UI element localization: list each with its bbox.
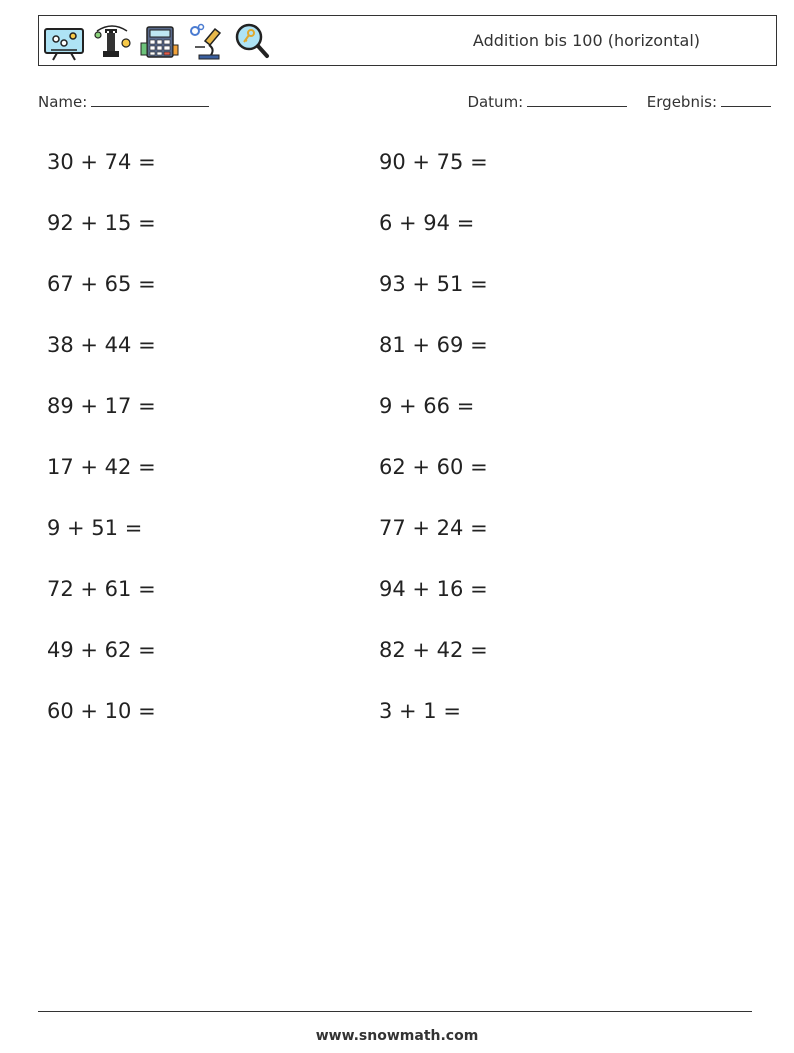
- problem-right-1: 90 + 75 =: [379, 150, 488, 174]
- date-blank-line[interactable]: [527, 92, 627, 107]
- date-label: Datum:: [467, 93, 524, 111]
- problem-right-9: 82 + 42 =: [379, 638, 488, 662]
- problem-right-6: 62 + 60 =: [379, 455, 488, 479]
- problem-right-5: 9 + 66 =: [379, 394, 475, 418]
- problem-right-3: 93 + 51 =: [379, 272, 488, 296]
- problem-right-2: 6 + 94 =: [379, 211, 475, 235]
- problem-left-10: 60 + 10 =: [47, 699, 156, 723]
- problem-left-2: 92 + 15 =: [47, 211, 156, 235]
- problem-left-3: 67 + 65 =: [47, 272, 156, 296]
- microscope-icon: [187, 21, 225, 61]
- problem-right-4: 81 + 69 =: [379, 333, 488, 357]
- result-label: Ergebnis:: [646, 93, 717, 111]
- calculator-icon: [139, 21, 179, 61]
- problem-right-8: 94 + 16 =: [379, 577, 488, 601]
- problem-right-10: 3 + 1 =: [379, 699, 461, 723]
- problem-left-9: 49 + 62 =: [47, 638, 156, 662]
- name-field[interactable]: [38, 92, 209, 111]
- problem-left-4: 38 + 44 =: [47, 333, 156, 357]
- problem-left-6: 17 + 42 =: [47, 455, 156, 479]
- header-icons: [43, 19, 271, 63]
- presentation-board-icon: [43, 21, 85, 61]
- date-result-fields: [467, 92, 771, 111]
- name-blank-line[interactable]: [91, 92, 209, 107]
- worksheet-header: [38, 15, 777, 66]
- chess-rook-idea-icon: [93, 21, 131, 61]
- worksheet-title: Addition bis 100 (horizontal): [472, 31, 700, 50]
- student-info-row: [38, 92, 771, 116]
- problem-right-7: 77 + 24 =: [379, 516, 488, 540]
- footer-website[interactable]: www.snowmath.com: [315, 1028, 479, 1044]
- problem-left-1: 30 + 74 =: [47, 150, 156, 174]
- problem-left-7: 9 + 51 =: [47, 516, 143, 540]
- name-label: Name:: [38, 93, 88, 111]
- footer-divider: [38, 1011, 752, 1012]
- problem-left-5: 89 + 17 =: [47, 394, 156, 418]
- magnifier-key-icon: [233, 21, 271, 61]
- result-blank-line[interactable]: [721, 92, 771, 107]
- problem-left-8: 72 + 61 =: [47, 577, 156, 601]
